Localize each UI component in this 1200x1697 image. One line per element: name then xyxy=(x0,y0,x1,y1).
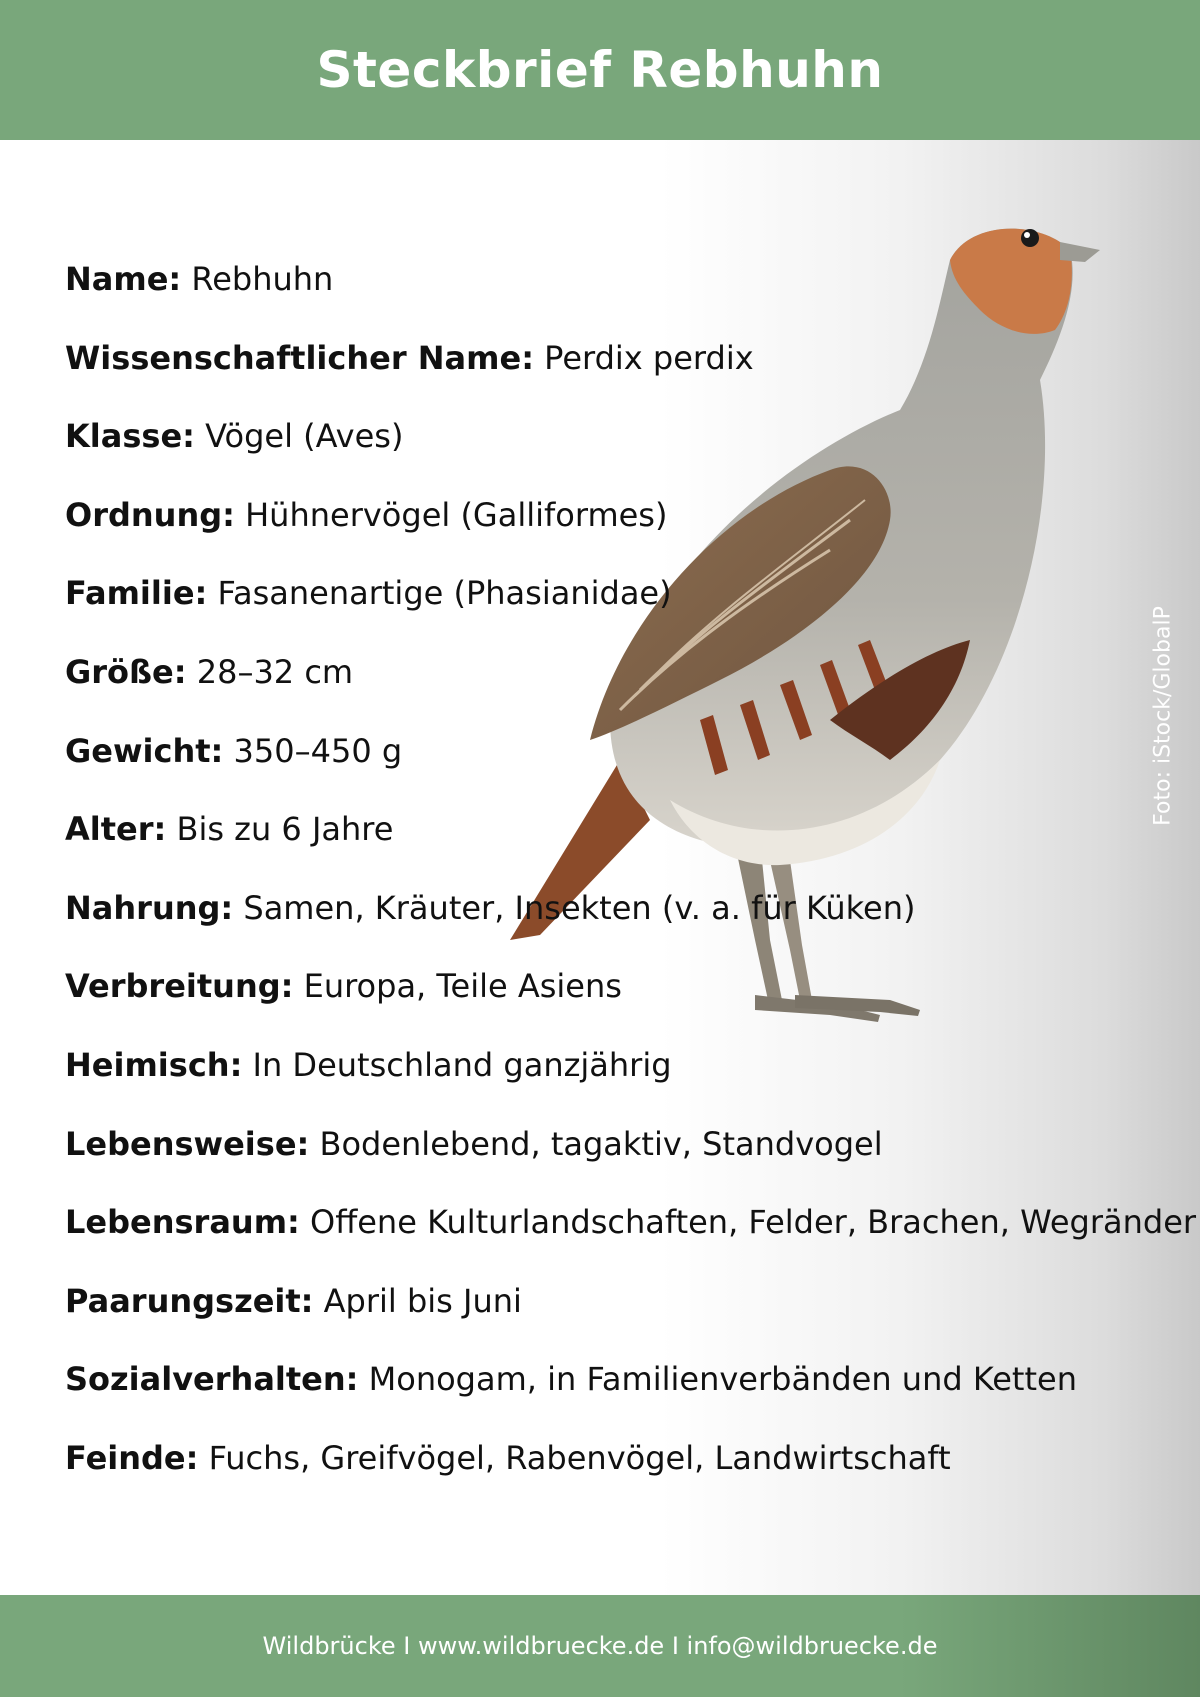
fact-size: Größe: 28–32 cm xyxy=(65,652,354,691)
fact-class: Klasse: Vögel (Aves) xyxy=(65,417,404,456)
fact-weight: Gewicht: 350–450 g xyxy=(65,731,403,770)
fact-social-behavior: Sozialverhalten: Monogam, in Familienverbänden und Ketten xyxy=(65,1360,1077,1399)
fact-order: Ordnung: Hühnervögel (Galliformes) xyxy=(65,495,668,534)
fact-mating-season: Paarungszeit: April bis Juni xyxy=(65,1281,522,1320)
fact-lifestyle: Lebensweise: Bodenlebend, tagaktiv, Standvogel xyxy=(65,1124,883,1163)
fact-native: Heimisch: In Deutschland ganzjährig xyxy=(65,1045,672,1084)
fact-age: Alter: Bis zu 6 Jahre xyxy=(65,810,394,849)
fact-sheet-body xyxy=(0,140,1200,1595)
fact-scientific-name: Wissenschaftlicher Name: Perdix perdix xyxy=(65,338,754,377)
header-banner xyxy=(0,0,1200,140)
page-title: Steckbrief Rebhuhn xyxy=(316,41,884,99)
fact-food: Nahrung: Samen, Kräuter, Insekten (v. a. für Küken) xyxy=(65,888,916,927)
fact-habitat: Lebensraum: Offene Kulturlandschaften, Felder, Brachen, Wegränder xyxy=(65,1203,1197,1242)
fact-name: Name: Rebhuhn xyxy=(65,260,334,298)
footer-bar xyxy=(0,1595,1200,1697)
fact-distribution: Verbreitung: Europa, Teile Asiens xyxy=(65,967,622,1006)
footer-contact: Wildbrücke I www.wildbruecke.de I info@wildbruecke.de xyxy=(262,1632,938,1660)
fact-enemies: Feinde: Fuchs, Greifvögel, Rabenvögel, Landwirtschaft xyxy=(65,1438,951,1477)
fact-family: Familie: Fasanenartige (Phasianidae) xyxy=(65,574,672,613)
photo-credit: Foto: iStock/GlobalP xyxy=(1150,606,1176,826)
